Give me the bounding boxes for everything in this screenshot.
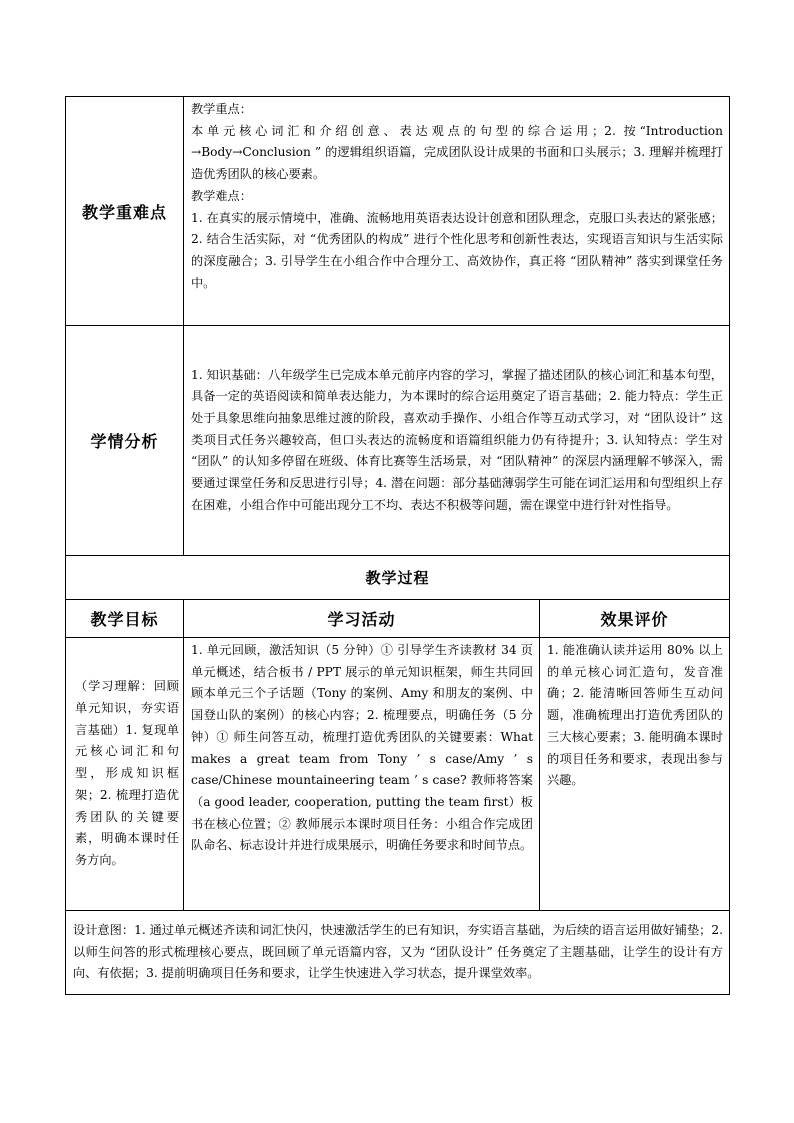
col-goal-header: 教学目标 <box>66 600 184 638</box>
lesson-plan-table <box>65 96 730 995</box>
eval-text: 1. 能准确认读并运用 80% 以上的单元核心词汇造句，发音准确；2. 能清晰回答师生互动问题，准确梳理出打造优秀团队的三大核心要素；3. 能明确本课时的项目任务和要求，表现出参与兴趣。 <box>540 638 730 911</box>
focus-text: 本单元核心词汇和介绍创意、表达观点的句型的综合运用；2. 按“Introduction →Body→Conclusion ” 的逻辑组织语篇，完成团队设计成果的书面和口头展示；3. 理解并梳理打造优秀团队的核心要素。 <box>191 123 723 182</box>
focus-title: 教学重点： <box>191 102 252 116</box>
activity-text: 1. 单元回顾，激活知识（5 分钟）① 引导学生齐读教材 34 页单元概述，结合板书 / PPT 展示的单元知识框架，师生共同回顾本单元三个子话题（Tony 的案例、Amy 和朋友的案例、中国登山队的案例）的核心内容；2. 梳理要点，明确任务（5 分钟）① 师生问答互动，梳理打造优秀团队的关键要素：What makes a great team from Tony ’ s case/Amy ’ s case/Chinese mountaineering team ’ s case? 教师将答案（a good leader, cooperation, putting the team first）板书在核心位置；② 教师展示本课时项目任务：小组合作完成团队命名、标志设计并进行成果展示，明确任务要求和时间节点。 <box>184 638 540 911</box>
design-intent-row <box>66 911 730 995</box>
process-title: 教学过程 <box>66 556 730 600</box>
col-eval-header: 效果评价 <box>540 600 730 638</box>
key-difficult-content <box>184 97 730 326</box>
process-header-row <box>66 600 730 638</box>
process-content-row <box>66 638 730 911</box>
design-intent: 设计意图：1. 通过单元概述齐读和词汇快闪，快速激活学生的已有知识，夯实语言基础，为后续的语言运用做好铺垫；2. 以师生问答的形式梳理核心要点，既回顾了单元语篇内容，又为 “团队设计” 任务奠定了主题基础，让学生的设计有方向、有依据；3. 提前明确项目任务和要求，让学生快速进入学习状态，提升课堂效率。 <box>66 911 730 995</box>
key-difficult-label: 教学重难点 <box>66 97 184 326</box>
goal-text: （学习理解：回顾单元知识，夯实语言基础）1. 复现单元核心词汇和句型，形成知识框架；2. 梳理打造优秀团队的关键要素，明确本课时任务方向。 <box>66 638 184 911</box>
learner-analysis-text: 1. 知识基础：八年级学生已完成本单元前序内容的学习，掌握了描述团队的核心词汇和基本句型，具备一定的英语阅读和简单表达能力，为本课时的综合运用奠定了语言基础；2. 能力特点：学生正处于具象思维向抽象思维过渡的阶段，喜欢动手操作、小组合作等互动式学习，对 “团队设计” 这类项目式任务兴趣较高，但口头表达的流畅度和语篇组织能力仍有待提升；3. 认知特点：学生对 “团队” 的认知多停留在班级、体育比赛等生活场景，对 “团队精神” 的深层内涵理解不够深入，需要通过课堂任务和反思进行引导；4. 潜在问题：部分基础薄弱学生可能在词汇运用和句型组织上存在困难，小组合作中可能出现分工不均、表达不积极等问题，需在课堂中进行针对性指导。 <box>184 326 730 556</box>
difficulty-title: 教学难点： <box>191 188 252 203</box>
difficulty-text: 1. 在真实的展示情境中，准确、流畅地用英语表达设计创意和团队理念，克服口头表达的紧张感；2. 结合生活实际，对 “优秀团队的构成” 进行个性化思考和创新性表达，实现语言知识与生活实际的深度融合；3. 引导学生在小组合作中合理分工、高效协作，真正将 “团队精神” 落实到课堂任务中。 <box>191 210 723 290</box>
key-difficult-row <box>66 97 730 326</box>
process-title-row <box>66 556 730 600</box>
learner-analysis-label: 学情分析 <box>66 326 184 556</box>
learner-analysis-row <box>66 326 730 556</box>
col-activity-header: 学习活动 <box>184 600 540 638</box>
